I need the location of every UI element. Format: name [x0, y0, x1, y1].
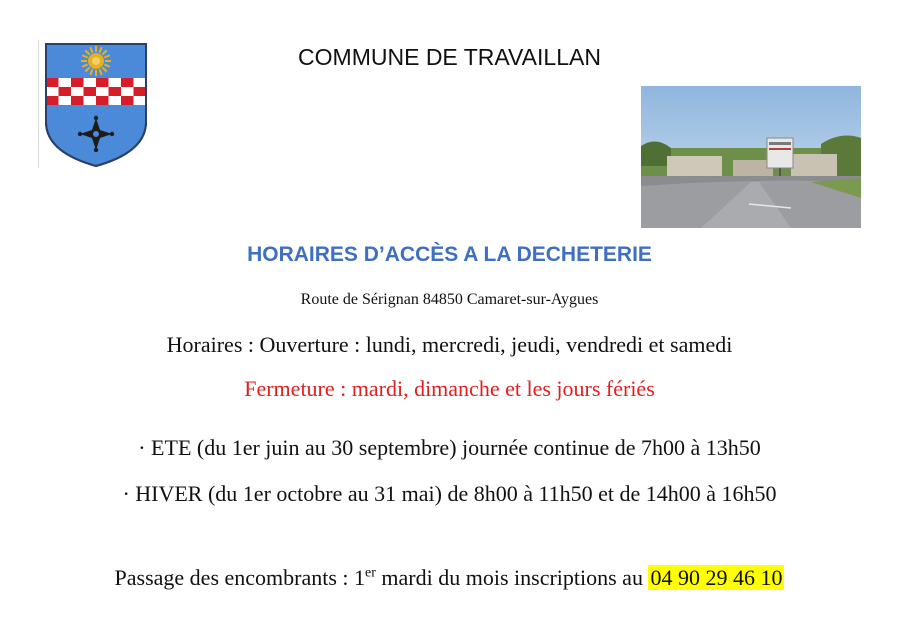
opening-days: Horaires : Ouverture : lundi, mercredi, jeudi, vendredi et samedi: [166, 332, 733, 357]
closing-days: Fermeture : mardi, dimanche et les jours fériés: [244, 376, 655, 401]
waste-center-photo: [641, 86, 861, 228]
winter-hours: · HIVER (du 1er octobre au 31 mai) de 8h00 à 11h50 et de 14h00 à 16h50: [122, 481, 777, 506]
commune-title: COMMUNE DE TRAVAILLAN: [298, 44, 601, 70]
checker-band: [46, 78, 146, 105]
ordinal-superscript: er: [365, 565, 376, 581]
section-title: HORAIRES D’ACCÈS A LA DECHETERIE: [247, 243, 652, 266]
summer-hours: · ETE (du 1er juin au 30 septembre) journée continue de 7h00 à 13h50: [138, 435, 761, 460]
address-line: Route de Sérignan 84850 Camaret-sur-Aygues: [300, 291, 599, 308]
bulky-waste-suffix: mardi du mois inscriptions au: [375, 565, 649, 590]
phone-number: 04 90 29 46 10: [650, 565, 783, 590]
bulky-waste-prefix: Passage des encombrants : 1: [114, 565, 366, 590]
bulky-waste-line: [0, 565, 899, 591]
